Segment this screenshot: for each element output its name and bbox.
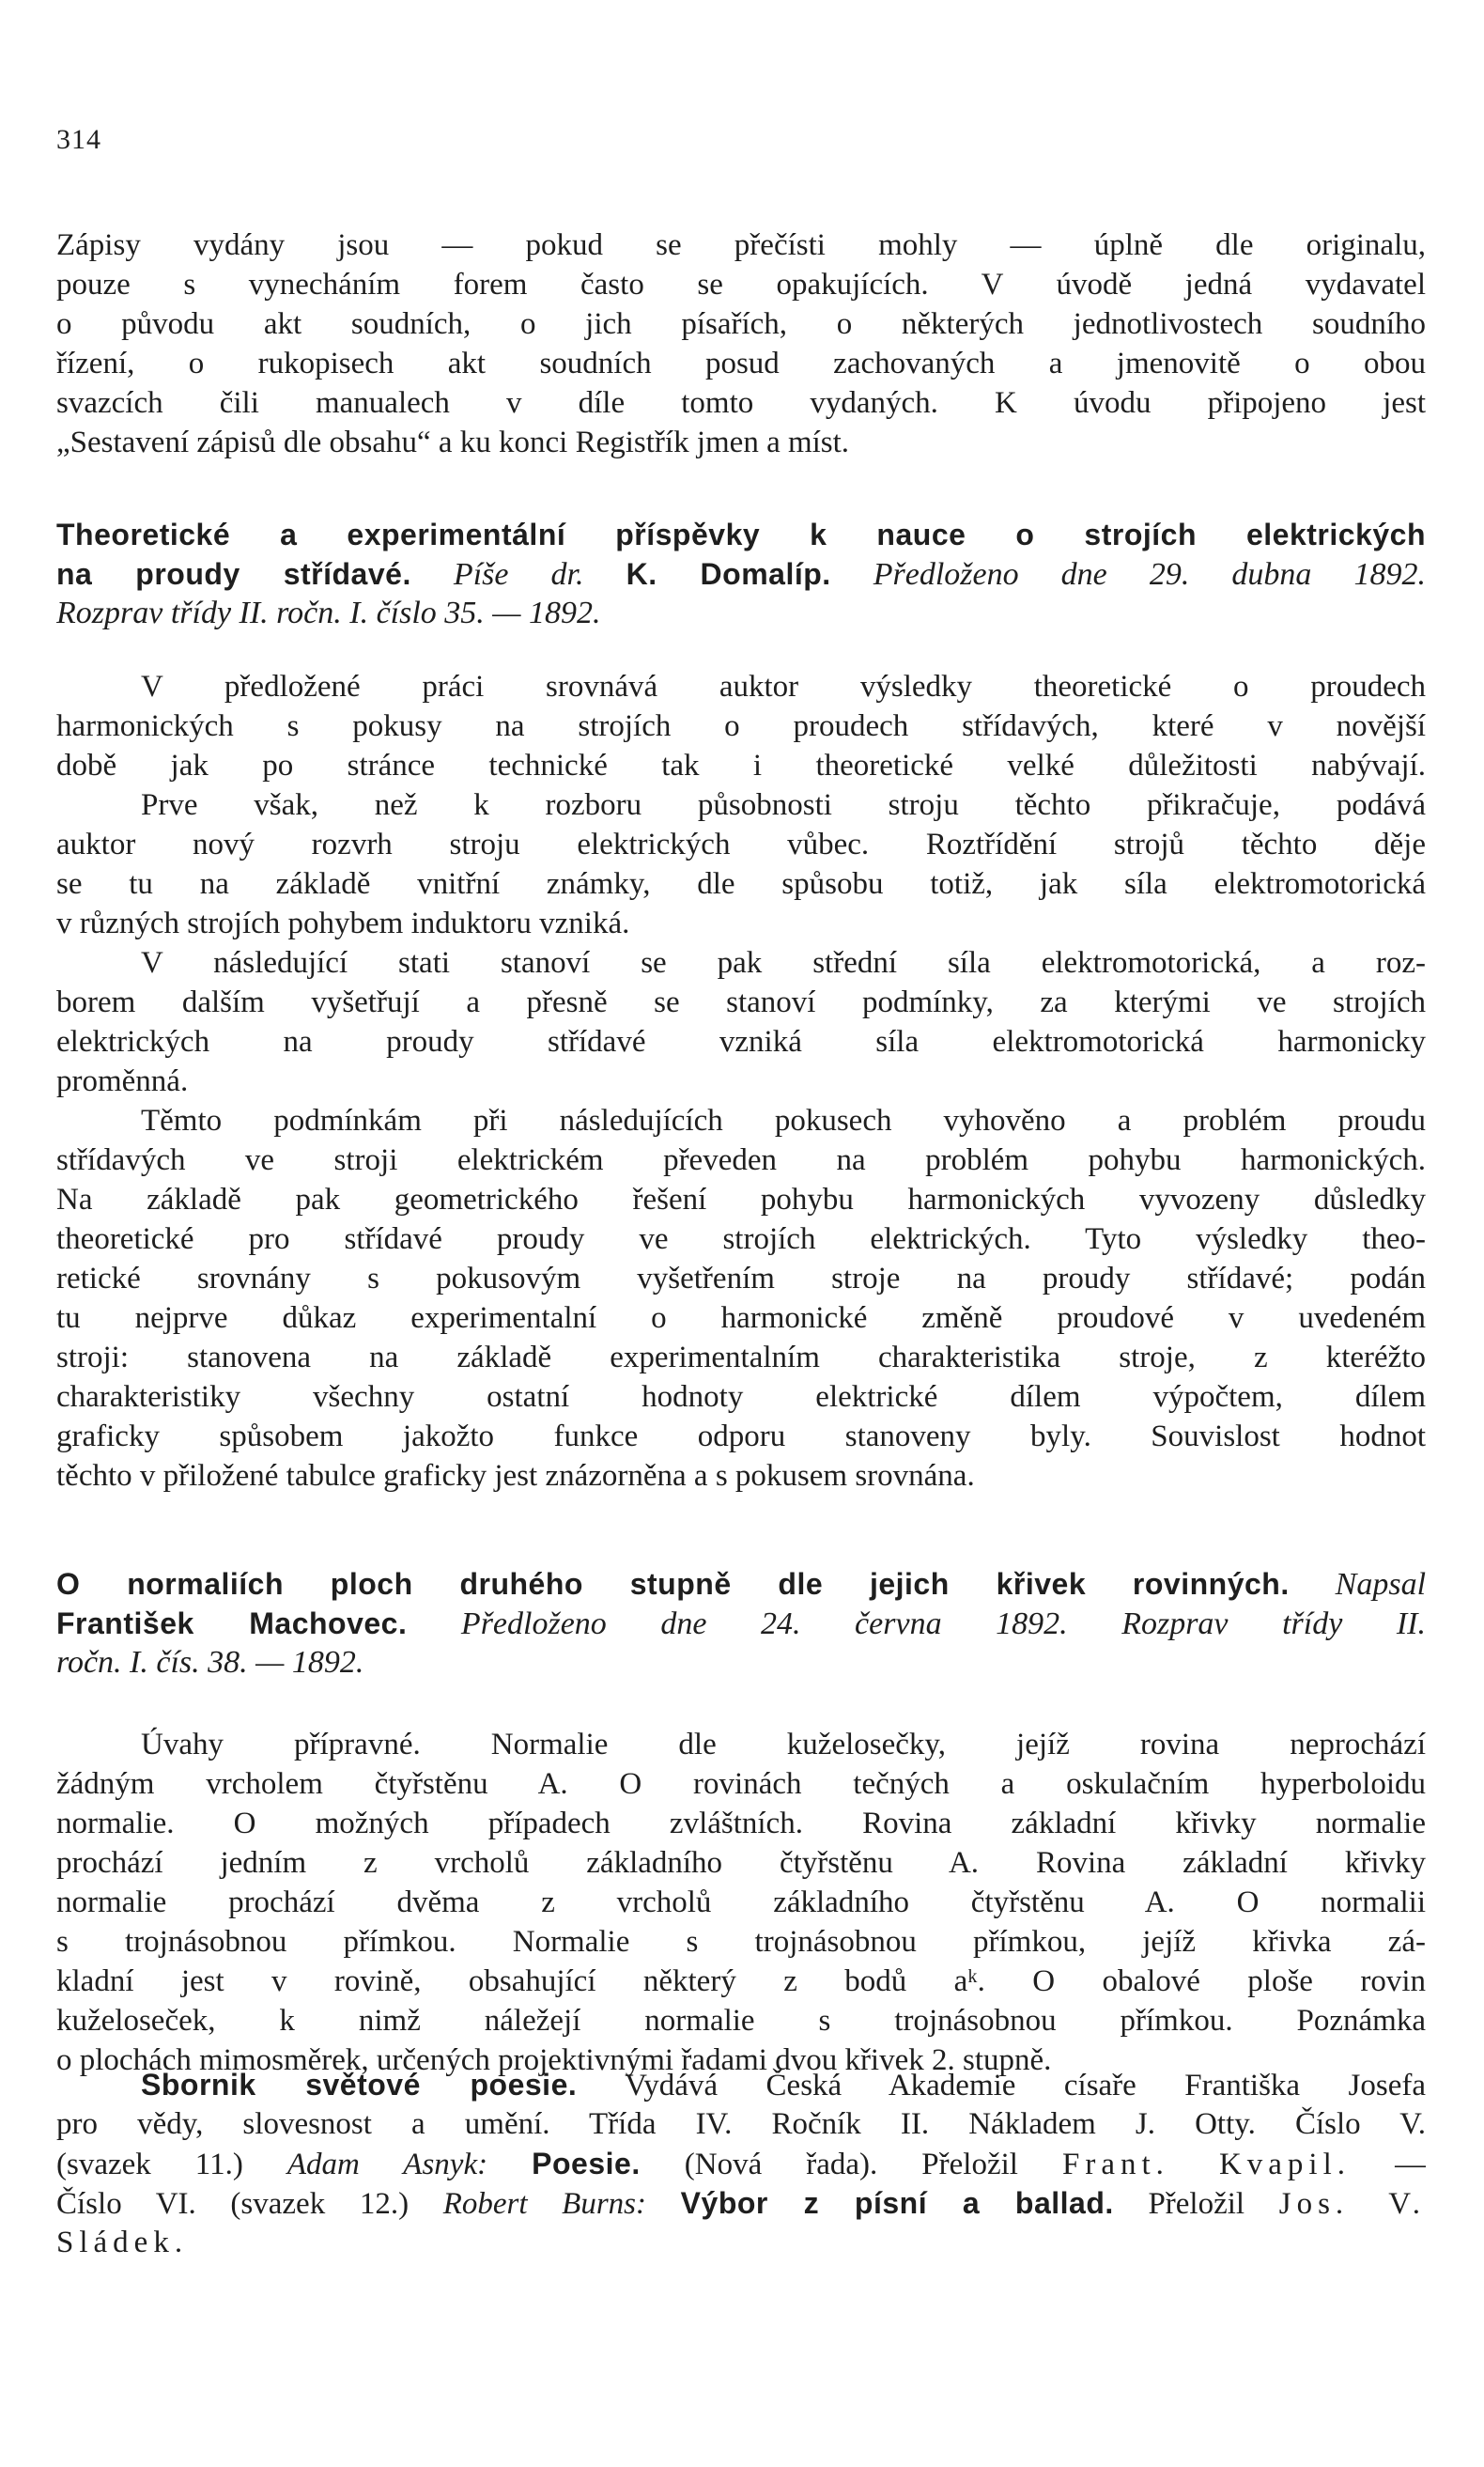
entry-3-line-3 [56, 2144, 1426, 2183]
entry-3-line-1 [56, 2065, 1426, 2104]
entry-2-title-line-2 [56, 1604, 1426, 1643]
book-page [56, 0, 1426, 2467]
entry-2-abstract-line: žádným vrcholem čtyřstěnu A. O rovinách tečných a oskulačním hyperboloidu [56, 1767, 1426, 1801]
entry-3-volume-11: (svazek 11.) [56, 2148, 243, 2181]
entry-2-abstract-line: normalie. O možných případech zvláštních. Rovina základní křivky normalie [56, 1807, 1426, 1840]
entry-3-author-burns: Robert Burns: [442, 2187, 647, 2221]
intro-paragraph-line: svazcích čili manualech v díle tomto vydaných. K úvodu připojeno jest [56, 386, 1426, 420]
entry-2-submitted: Předloženo dne 24. června 1892. Rozprav třídy II. [460, 1606, 1426, 1641]
entry-2-abstract-line: kuželoseček, k nimž náležejí normalie s trojnásobnou přímkou. Poznámka [56, 2004, 1426, 2038]
entry-1-abstract-line: theoretické pro střídavé proudy ve strojích elektrických. Tyto výsledky theo- [56, 1222, 1426, 1256]
entry-1-abstract-line: V následující stati stanoví se pak střední síla elektromotorická, a roz- [141, 946, 1426, 980]
entry-1-abstract-line: charakteristiky všechny ostatní hodnoty elektrické dílem výpočtem, dílem [56, 1380, 1426, 1414]
entry-1-abstract-line: retické srovnány s pokusovým vyšetřením stroje na proudy střídavé; podán [56, 1262, 1426, 1296]
entry-1-title-line-2 [56, 554, 1426, 594]
entry-2-abstract [56, 1725, 1426, 2080]
entry-2-heading [56, 1564, 1426, 1683]
entry-1-abstract-line: v různých strojích pohybem induktoru vzniká. [56, 907, 630, 940]
entry-1-abstract-line: střídavých ve stroji elektrickém převeden na problém pohybu harmonických. [56, 1143, 1426, 1177]
entry-3-line-5 [56, 2223, 1426, 2262]
entry-3-work-vybor: Výbor z písní a ballad. [680, 2186, 1114, 2220]
entry-1-heading [56, 515, 1426, 633]
entry-2-abstract-line: o plochách mimosměrek, určených projektivnými řadami dvou křivek 2. stupně. [56, 2043, 1052, 2077]
entry-3-translator-label-1: (Nová řada). Přeložil [684, 2148, 1018, 2181]
entry-2-author: František Machovec. [56, 1606, 408, 1640]
entry-3-publisher: Vydává Česká Akademie císaře Františka Josefa [625, 2069, 1426, 2102]
entry-3-author-asnyk: Adam Asnyk: [286, 2148, 488, 2181]
entry-3-title: Sbornik světové poesie. [141, 2068, 578, 2102]
entry-1-abstract-line: Na základě pak geometrického řešení pohybu harmonických vyvozeny důsledky [56, 1183, 1426, 1217]
entry-2-series: ročn. I. čís. 38. — 1892. [56, 1645, 364, 1680]
entry-2-title-line-1 [56, 1564, 1426, 1604]
intro-paragraph [56, 225, 1426, 462]
intro-paragraph-line: o původu akt soudních, o jich písařích, o některých jednotlivostech soudního [56, 307, 1426, 341]
entry-1-author: K. Domalíp. [626, 557, 831, 591]
entry-1-abstract-line: elektrických na proudy střídavé vzniká síla elektromotorická harmonicky [56, 1025, 1426, 1059]
entry-1-abstract-line: stroji: stanovena na základě experimentalním charakteristika stroje, z kteréžto [56, 1341, 1426, 1374]
entry-3-dash: — [1395, 2148, 1426, 2181]
entry-1-series: Rozprav třídy II. ročn. I. číslo 35. — 1892. [56, 596, 601, 630]
entry-2-abstract-line: Úvahy přípravné. Normalie dle kuželosečky, jejíž rovina neprochází [141, 1728, 1426, 1761]
entry-3-translator-kvapil: Frant. Kvapil. [1062, 2148, 1352, 2181]
entry-1-submitted: Předloženo dne 29. dubna 1892. [873, 557, 1426, 592]
entry-1-title: Theoretické a experimentální příspěvky k nauce o strojích elektrických [56, 518, 1426, 551]
entry-1-abstract-line: proměnná. [56, 1064, 189, 1098]
intro-paragraph-line: Zápisy vydány jsou — pokud se přečísti mohly — úplně dle originalu, [56, 228, 1426, 262]
entry-2-byline: Napsal [1335, 1567, 1426, 1602]
entry-3-translator-label-2: Přeložil [1148, 2187, 1245, 2221]
entry-1-title-line-3 [56, 594, 1426, 633]
entry-2-title: O normaliích ploch druhého stupně dle jejich křivek rovinných. [56, 1567, 1290, 1601]
entry-1-abstract-line: Prve však, než k rozboru působnosti stroju těchto přikračuje, podává [141, 788, 1426, 822]
entry-1-abstract-line: se tu na základě vnitřní známky, dle spůsobu totiž, jak síla elektromotorická [56, 867, 1426, 901]
entry-1-title-line-1 [56, 515, 1426, 554]
intro-paragraph-line: „Sestavení zápisů dle obsahu“ a ku konci Registřík jmen a míst. [56, 426, 850, 459]
entry-2-abstract-line: prochází jedním z vrcholů základního čtyřstěnu A. Rovina základní křivky [56, 1846, 1426, 1880]
entry-3-translator-sladek-2: Sládek. [56, 2226, 189, 2259]
entry-1-abstract-line: Těmto podmínkám při následujících pokusech vyhověno a problém proudu [141, 1104, 1426, 1138]
entry-1-byline: Píše dr. [453, 557, 584, 592]
entry-1-title-end: na proudy střídavé. [56, 557, 411, 591]
entry-1-abstract-line: harmonických s pokusy na strojích o proudech střídavých, které v novější [56, 709, 1426, 743]
entry-3-volume-12: Číslo VI. (svazek 12.) [56, 2187, 410, 2221]
entry-2-abstract-line: normalie prochází dvěma z vrcholů základního čtyřstěnu A. O normalii [56, 1885, 1426, 1919]
entry-1-abstract [56, 667, 1426, 1496]
intro-paragraph-line: řízení, o rukopisech akt soudních posud zachovaných a jmenovitě o obou [56, 347, 1426, 380]
entry-1-abstract-line: době jak po stránce technické tak i theoretické velké důležitosti nabývají. [56, 749, 1426, 783]
entry-3-translator-sladek-1: Jos. V. [1278, 2187, 1426, 2221]
entry-1-abstract-line: V předložené práci srovnává auktor výsledky theoretické o proudech [141, 670, 1426, 704]
entry-3-line-4 [56, 2183, 1426, 2223]
entry-3 [56, 2065, 1426, 2262]
entry-1-abstract-line: borem dalším vyšetřují a přesně se stanoví podmínky, za kterými ve strojích [56, 985, 1426, 1019]
intro-paragraph-line: pouze s vynecháním forem často se opakujících. V úvodě jedná vydavatel [56, 268, 1426, 302]
entry-2-title-line-3 [56, 1643, 1426, 1683]
page-number: 314 [56, 124, 101, 155]
entry-3-work-poesie: Poesie. [532, 2147, 641, 2180]
entry-2-abstract-line: s trojnásobnou přímkou. Normalie s trojnásobnou přímkou, jejíž křivka zá- [56, 1925, 1426, 1959]
entry-1-abstract-line: těchto v přiložené tabulce graficky jest znázorněna a s pokusem srovnána. [56, 1459, 975, 1493]
entry-3-line-2: pro vědy, slovesnost a umění. Třída IV. Ročník II. Nákladem J. Otty. Číslo V. [56, 2107, 1426, 2141]
entry-1-abstract-line: graficky spůsobem jakožto funkce odporu stanoveny byly. Souvislost hodnot [56, 1420, 1426, 1453]
entry-1-abstract-line: tu nejprve důkaz experimentalní o harmonické změně proudové v uvedeném [56, 1301, 1426, 1335]
entry-1-abstract-line: auktor nový rozvrh stroju elektrických vůbec. Roztřídění strojů těchto děje [56, 828, 1426, 861]
entry-2-abstract-line: kladní jest v rovině, obsahující některý z bodů aᵏ. O obalové ploše rovin [56, 1964, 1426, 1998]
